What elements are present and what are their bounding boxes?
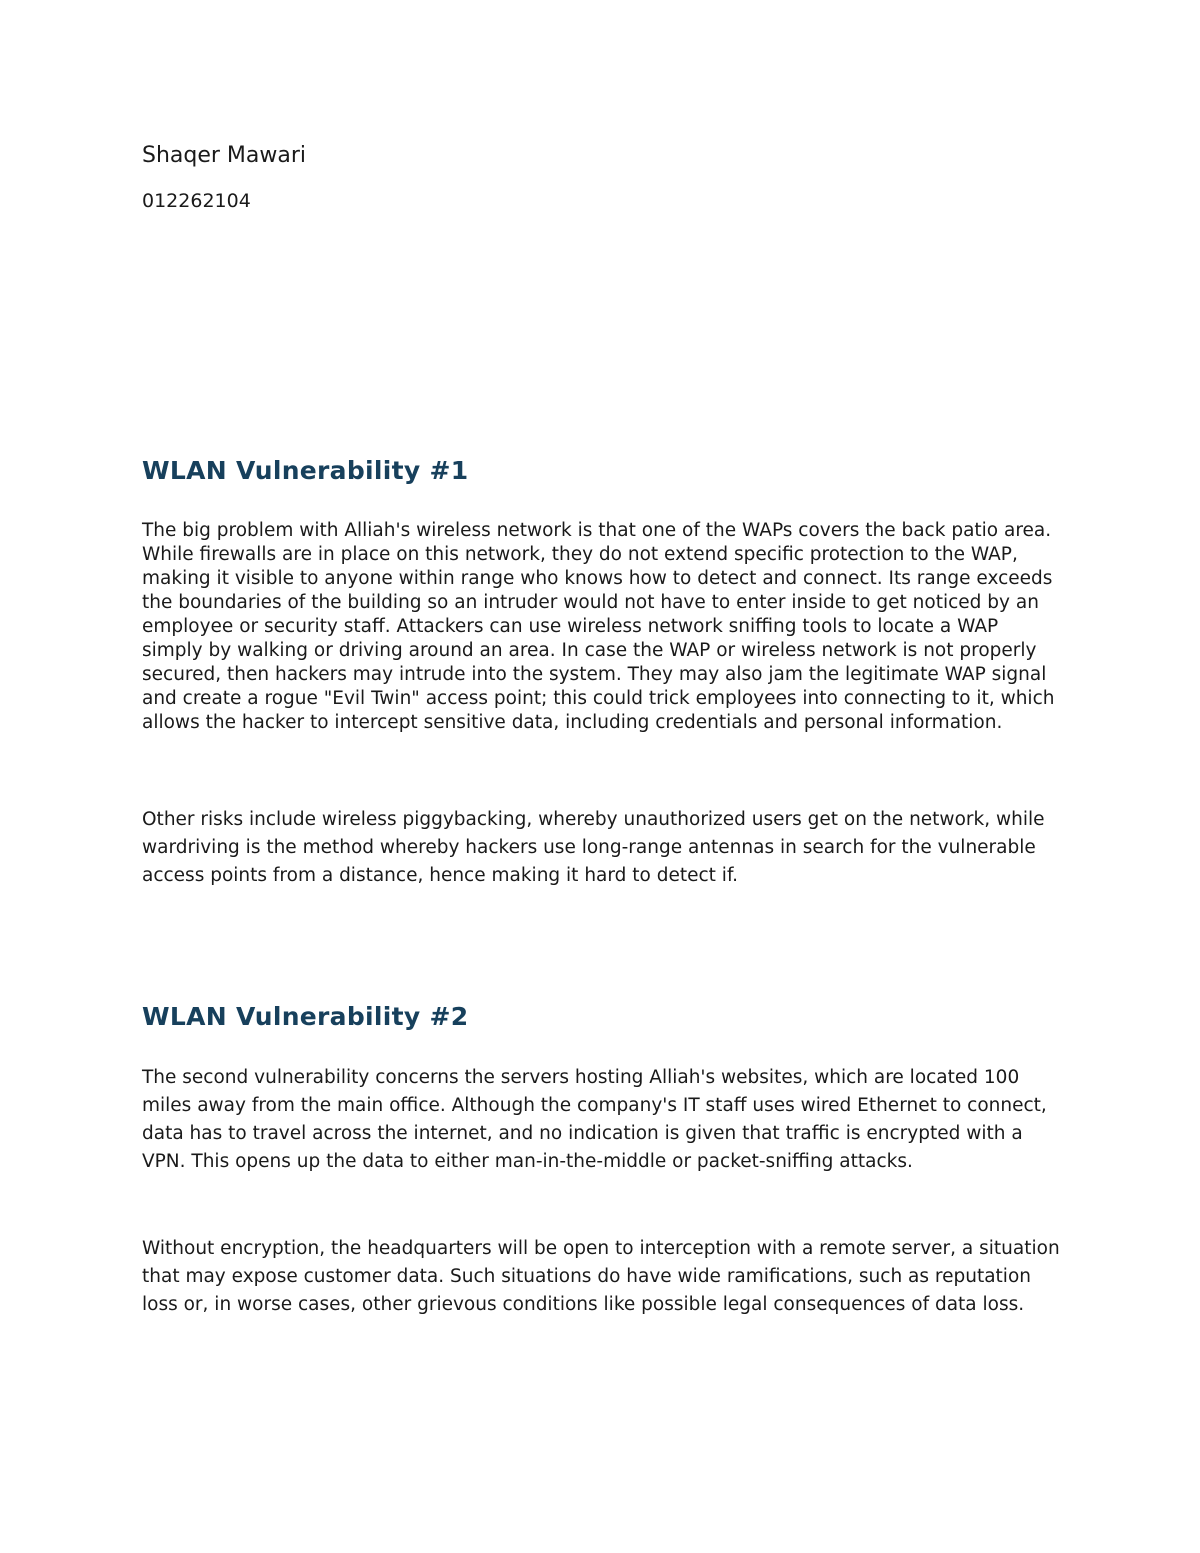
student-id: 012262104 — [142, 190, 251, 212]
section-1-heading: WLAN Vulnerability #1 — [142, 456, 469, 485]
section-2-paragraph-2: Without encryption, the headquarters will be open to interception with a remote server, a situation that may expose customer data. Such situations do have wide ramifications, such as reputation loss or, in worse cases, other grievous conditions like possible legal consequences of data loss. — [142, 1238, 1060, 1315]
author-name: Shaqer Mawari — [142, 143, 307, 168]
section-1-paragraph-1: The big problem with Alliah's wireless network is that one of the WAPs covers the back patio area. While firewalls are in place on this network, they do not extend specific protection to the WAP, making it visible to anyone within range who knows how to detect and connect. Its range exceeds the boundaries of the building so an intruder would not have to enter inside to get noticed by an employee or security staff. Attackers can use wireless network sniffing tools to locate a WAP simply by walking or driving around an area. In case the WAP or wireless network is not properly secured, then hackers may intrude into the system. They may also jam the legitimate WAP signal and create a rogue "Evil Twin" access point; this could trick employees into connecting to it, which allows the hacker to intercept sensitive data, including credentials and personal information. — [142, 520, 1055, 733]
section-2-heading: WLAN Vulnerability #2 — [142, 1002, 469, 1031]
section-2-paragraph-1: The second vulnerability concerns the servers hosting Alliah's websites, which are located 100 miles away from the main office. Although the company's IT staff uses wired Ethernet to connect, data has to travel across the internet, and no indication is given that traffic is encrypted with a VPN. This opens up the data to either man-in-the-middle or packet-sniffing attacks. — [142, 1067, 1047, 1172]
section-1-paragraph-2: Other risks include wireless piggybacking, whereby unauthorized users get on the network, while wardriving is the method whereby hackers use long-range antennas in search for the vulnerable access points from a distance, hence making it hard to detect if. — [142, 809, 1045, 886]
